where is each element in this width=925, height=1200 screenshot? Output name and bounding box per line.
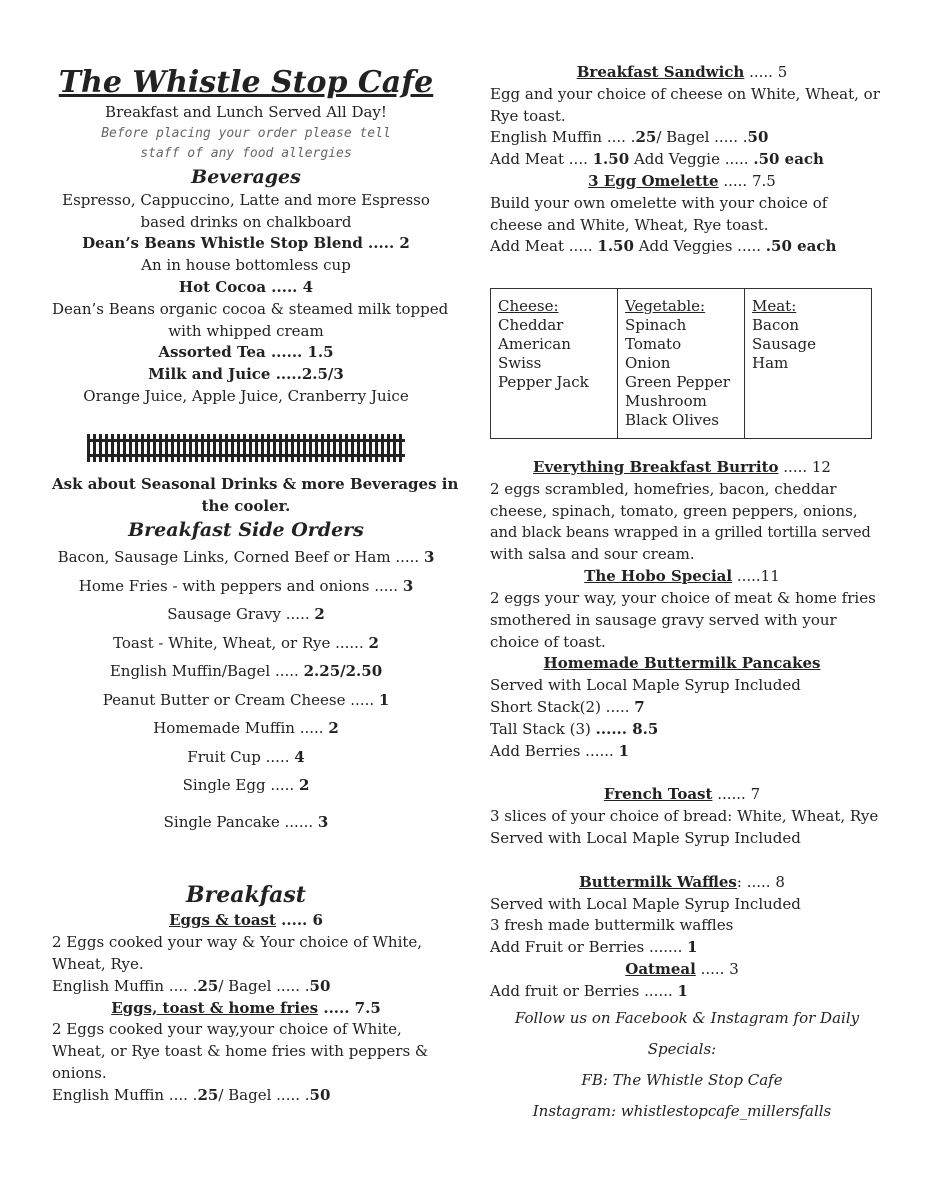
addon-price: 1	[618, 741, 629, 760]
pancakes-tall	[490, 719, 874, 741]
blend-desc: An in house bottomless cup	[141, 256, 351, 275]
tea-name: Assorted Tea	[158, 343, 266, 362]
beverages-heading: Beverages	[191, 165, 301, 188]
option-item: Tomato	[625, 335, 682, 354]
burrito-item	[490, 457, 874, 479]
side-price: 2.25/2.50	[303, 662, 383, 681]
addon-text: Add Fruit or Berries .......	[490, 938, 688, 957]
cheese-options	[491, 289, 618, 439]
side-item	[52, 808, 440, 837]
right-column	[490, 62, 880, 1127]
side-price: 4	[294, 747, 305, 766]
pancakes-desc1: Served with Local Maple Syrup Included	[490, 676, 801, 695]
burrito-desc3: and black beans wrapped in a grilled tortilla served	[490, 524, 871, 541]
option-item: Swiss	[498, 354, 542, 373]
side-item	[52, 686, 440, 715]
addon-price: 1	[687, 938, 698, 957]
pancakes-item	[490, 653, 874, 675]
side-label: Fruit Cup .....	[187, 747, 295, 766]
hobo-item	[490, 566, 874, 588]
oatmeal-addon	[490, 981, 874, 1003]
eggs-toast-price: ..... 6	[275, 911, 323, 930]
omelette-options-table	[490, 288, 872, 439]
etf-addon	[52, 1085, 440, 1107]
side-item	[52, 600, 440, 629]
addon-price: 50	[747, 128, 769, 147]
train-track-divider	[87, 434, 405, 462]
addon-text: English Muffin .... .	[52, 1085, 198, 1104]
etf-item	[52, 998, 440, 1020]
addon-text: Add fruit or Berries ......	[490, 981, 678, 1000]
addon-price: 1.50	[592, 150, 630, 169]
rail-ties	[87, 434, 405, 462]
allergy-notice-line1: Before placing your order please tell	[101, 125, 391, 141]
left-column	[52, 0, 459, 1107]
side-price: 2	[368, 633, 379, 652]
sandwich-addon2	[490, 149, 874, 171]
option-item: Mushroom	[625, 392, 707, 411]
milk-name: Milk and Juice	[148, 365, 271, 384]
milk-price: .....2.5/3	[270, 365, 344, 384]
side-label: Bacon, Sausage Links, Corned Beef or Ham .....	[57, 548, 424, 567]
addon-text: Add Veggies .....	[633, 237, 766, 256]
option-item: Black Olives	[625, 411, 719, 430]
seasonal-line1: Ask about Seasonal Drinks & more Beverages in	[52, 474, 459, 493]
side-label: Toast - White, Wheat, or Rye ......	[113, 633, 369, 652]
eggs-toast-desc1: 2 Eggs cooked your way & Your choice of White,	[52, 933, 423, 952]
side-price: 3	[317, 812, 329, 831]
omelette-name: 3 Egg Omelette	[588, 171, 719, 190]
addon-text: / Bagel ..... .	[218, 976, 310, 995]
option-item: Spinach	[625, 316, 687, 335]
hobo-price: .....11	[732, 567, 780, 586]
pancakes-short	[490, 697, 874, 719]
side-label: Homemade Muffin .....	[153, 719, 329, 738]
waffles-item	[490, 872, 874, 894]
seasonal-line2: the cooler.	[201, 496, 291, 515]
sandwich-name: Breakfast Sandwich	[576, 63, 745, 81]
addon-price: .50 each	[753, 150, 824, 169]
blend-name: Dean’s Beans Whistle Stop Blend	[82, 234, 363, 253]
addon-price: 50	[309, 1085, 331, 1104]
social-line2: Specials:	[647, 1039, 717, 1058]
cheese-heading: Cheese:	[498, 297, 559, 316]
option-item: Cheddar	[498, 316, 564, 335]
milk-item	[52, 364, 440, 386]
french-toast-desc1: 3 slices of your choice of bread: White, Wheat, Rye	[490, 807, 879, 826]
pancakes-name: Homemade Buttermilk Pancakes	[543, 654, 821, 673]
burrito-name: Everything Breakfast Burrito	[533, 458, 779, 477]
addon-price: 25	[197, 1085, 219, 1104]
side-item	[52, 657, 440, 686]
cocoa-item	[52, 277, 440, 299]
french-toast-price: ...... 7	[712, 785, 761, 804]
juice-list: Orange Juice, Apple Juice, Cranberry Juice	[83, 386, 409, 405]
option-item: Pepper Jack	[498, 373, 589, 392]
side-price: 2	[328, 719, 339, 738]
burrito-desc1: 2 eggs scrambled, homefries, bacon, cheddar	[490, 479, 837, 498]
breakfast-heading: Breakfast	[186, 882, 306, 909]
blend-item	[52, 233, 440, 255]
side-label: Sausage Gravy .....	[167, 605, 315, 624]
option-item: American	[498, 335, 571, 354]
sandwich-desc1: Egg and your choice of cheese on White, Wheat, or	[490, 84, 880, 103]
sandwich-addon1	[490, 127, 874, 149]
side-item	[52, 572, 440, 601]
french-toast-desc2: Served with Local Maple Syrup Included	[490, 828, 801, 847]
omelette-desc1: Build your own omelette with your choice of	[490, 193, 828, 212]
waffles-desc2: 3 fresh made buttermilk waffles	[490, 916, 734, 935]
espresso-line1: Espresso, Cappuccino, Latte and more Espresso	[62, 190, 430, 209]
meat-heading: Meat:	[752, 297, 797, 316]
side-label: English Muffin/Bagel .....	[109, 662, 304, 681]
addon-price: 25	[197, 976, 219, 995]
option-item: Bacon	[752, 316, 800, 335]
social-line4: Instagram: whistlestopcafe_millersfalls	[532, 1101, 832, 1120]
omelette-addon	[490, 236, 874, 258]
option-item: Sausage	[752, 335, 816, 354]
addon-text: Short Stack(2) .....	[490, 697, 635, 716]
rail-bottom	[87, 454, 405, 457]
sandwich-price: ..... 5	[744, 63, 788, 81]
option-item: Onion	[625, 354, 671, 373]
side-price: 2	[314, 605, 325, 624]
side-item	[52, 629, 440, 658]
addon-price: 1	[677, 981, 688, 1000]
subtitle: Breakfast and Lunch Served All Day!	[105, 103, 387, 121]
addon-price: 1.50	[597, 237, 634, 256]
sandwich-desc2: Rye toast.	[490, 106, 566, 125]
social-line3: FB: The Whistle Stop Cafe	[581, 1070, 783, 1089]
etf-price: ..... 7.5	[318, 998, 381, 1017]
addon-text: / Bagel ..... .	[218, 1085, 310, 1104]
eggs-toast-addon	[52, 976, 440, 998]
etf-desc1: 2 Eggs cooked your way,your choice of White,	[52, 1020, 402, 1039]
hobo-desc2: smothered in sausage gravy served with your	[490, 610, 837, 629]
espresso-line2: based drinks on chalkboard	[140, 212, 352, 231]
addon-text: Tall Stack (3)	[490, 719, 596, 738]
side-price: 3	[423, 548, 435, 567]
omelette-desc2: cheese and White, Wheat, Rye toast.	[490, 215, 769, 234]
omelette-item	[490, 171, 874, 193]
french-toast-name: French Toast	[603, 785, 713, 804]
burrito-price: ..... 12	[778, 458, 831, 477]
omelette-price: ..... 7.5	[718, 171, 776, 190]
addon-text: English Muffin .... .	[52, 976, 198, 995]
eggs-toast-desc2: Wheat, Rye.	[52, 954, 144, 973]
page-title: The Whistle Stop Cafe	[58, 65, 434, 100]
addon-price: ...... 8.5	[595, 719, 659, 738]
side-item	[52, 743, 440, 772]
side-price: 3	[402, 576, 414, 595]
oatmeal-item	[490, 959, 874, 981]
side-item	[52, 771, 440, 800]
sides-list	[52, 543, 440, 836]
addon-text: Add Berries ......	[490, 741, 619, 760]
addon-text: English Muffin .... .	[490, 128, 636, 147]
side-item	[52, 543, 440, 572]
cocoa-desc1: Dean’s Beans organic cocoa & steamed milk topped	[52, 299, 449, 318]
etf-desc2: Wheat, or Rye toast & home fries with peppers &	[52, 1042, 429, 1061]
sides-heading: Breakfast Side Orders	[128, 519, 364, 542]
burrito-desc2: cheese, spinach, tomato, green peppers, onions,	[490, 501, 858, 520]
meat-options	[745, 289, 872, 439]
side-item	[52, 714, 440, 743]
side-label: Peanut Butter or Cream Cheese .....	[102, 690, 379, 709]
side-label: Single Egg .....	[182, 776, 299, 795]
side-label: Single Pancake ......	[163, 812, 318, 831]
tea-item	[52, 342, 440, 364]
etf-name: Eggs, toast & home fries	[111, 998, 319, 1017]
sandwich-item	[490, 62, 874, 84]
addon-price: 25	[635, 128, 657, 147]
option-item: Green Pepper	[625, 373, 730, 392]
blend-dots: ..... 2	[362, 234, 410, 253]
etf-desc3: onions.	[52, 1063, 107, 1082]
addon-price: 7	[634, 697, 645, 716]
vegetable-options	[618, 289, 745, 439]
burrito-desc4: with salsa and sour cream.	[490, 545, 695, 564]
addon-text: Add Meat ....	[490, 150, 593, 169]
waffles-name: Buttermilk Waffles	[579, 872, 737, 891]
oatmeal-price: ..... 3	[695, 959, 739, 978]
social-line1: Follow us on Facebook & Instagram for Daily	[514, 1008, 860, 1027]
side-price: 1	[378, 690, 390, 709]
tea-price: ...... 1.5	[265, 343, 334, 362]
hobo-name: The Hobo Special	[584, 567, 733, 586]
french-toast-item	[490, 784, 874, 806]
addon-price: 50	[309, 976, 331, 995]
cocoa-name: Hot Cocoa	[178, 277, 267, 296]
hobo-desc3: choice of toast.	[490, 632, 606, 651]
side-price: 2	[298, 776, 310, 795]
hobo-desc1: 2 eggs your way, your choice of meat & home fries	[490, 588, 876, 607]
cocoa-desc2: with whipped cream	[168, 321, 324, 340]
addon-price: .50 each	[765, 237, 837, 256]
addon-text: Add Veggie .....	[629, 150, 754, 169]
vegetable-heading: Vegetable:	[625, 297, 706, 316]
addon-text: / Bagel ..... .	[656, 128, 748, 147]
side-label: Home Fries - with peppers and onions .....	[78, 576, 403, 595]
eggs-toast-item	[52, 910, 440, 932]
eggs-toast-name: Eggs & toast	[169, 911, 276, 930]
waffles-price: : ..... 8	[736, 872, 785, 891]
oatmeal-name: Oatmeal	[625, 959, 696, 978]
pancakes-berries	[490, 741, 874, 763]
allergy-notice-line2: staff of any food allergies	[140, 145, 352, 161]
option-item: Ham	[752, 354, 789, 373]
waffles-addon	[490, 937, 874, 959]
waffles-desc1: Served with Local Maple Syrup Included	[490, 894, 801, 913]
cocoa-price: ..... 4	[266, 277, 314, 296]
addon-text: Add Meat .....	[490, 237, 598, 256]
